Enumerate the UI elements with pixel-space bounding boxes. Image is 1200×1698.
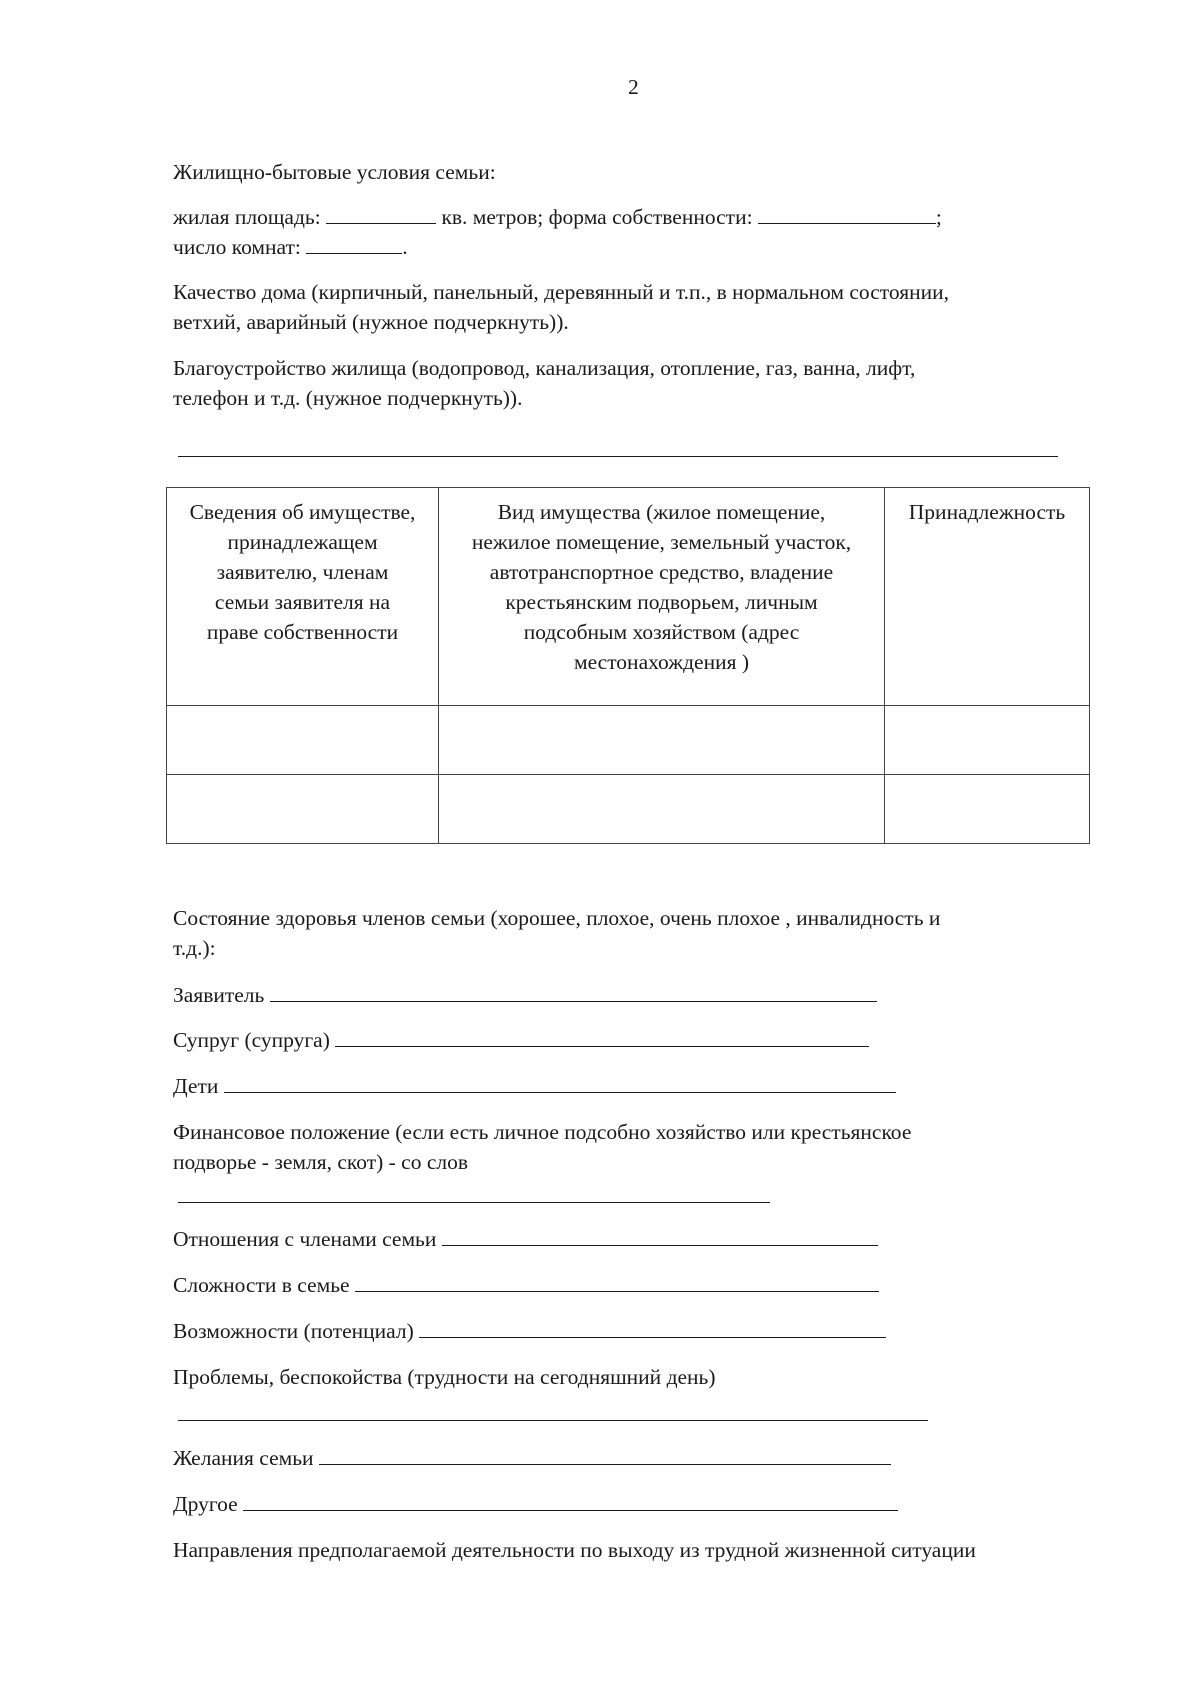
area-label: жилая площадь:	[173, 205, 321, 229]
table-cell[interactable]	[885, 706, 1090, 775]
health-line1: Состояние здоровья членов семьи (хорошее, плохое, очень плохое , инвалидность и	[173, 906, 941, 930]
housing-area-row	[173, 202, 942, 232]
children-label: Дети	[173, 1074, 219, 1098]
other-row	[173, 1489, 898, 1519]
table-cell[interactable]	[167, 706, 439, 775]
semicolon: ;	[935, 205, 942, 229]
area-field[interactable]	[326, 203, 436, 224]
spouse-field[interactable]	[335, 1026, 869, 1047]
area-unit: кв. метров; форма собственности:	[441, 205, 753, 229]
rooms-end: .	[402, 235, 408, 259]
finance-line2: подворье - земля, скот) - со слов	[173, 1150, 469, 1174]
table-cell[interactable]	[167, 775, 439, 844]
potential-row	[173, 1316, 886, 1346]
housing-heading: Жилищно-бытовые условия семьи:	[173, 160, 496, 184]
applicant-row	[173, 980, 877, 1010]
table-row	[167, 706, 1090, 775]
header-ownership: Принадлежность	[885, 488, 1090, 706]
problems-label: Проблемы, беспокойства (трудности на сегодняшний день)	[173, 1365, 716, 1389]
header-property-type: Вид имущества (жилое помещение, нежилое помещение, земельный участок, автотранспортное средство, владение крестьянским подворьем, личным подсобным хозяйством (адрес местонахождения )	[439, 488, 885, 706]
amenities-line1: Благоустройство жилища (водопровод, канализация, отопление, газ, ванна, лифт,	[173, 356, 916, 380]
table-header-row	[167, 488, 1090, 706]
potential-field[interactable]	[419, 1317, 886, 1338]
table-cell[interactable]	[439, 775, 885, 844]
housing-rooms-row	[173, 232, 408, 262]
relations-label: Отношения с членами семьи	[173, 1227, 437, 1251]
applicant-field[interactable]	[270, 981, 877, 1002]
directions-label: Направления предполагаемой деятельности по выходу из трудной жизненной ситуации	[173, 1538, 976, 1562]
property-table	[166, 487, 1090, 844]
problems-blank-line[interactable]	[178, 1420, 928, 1421]
difficulties-field[interactable]	[355, 1271, 879, 1292]
house-quality-line1: Качество дома (кирпичный, панельный, деревянный и т.п., в нормальном состоянии,	[173, 280, 949, 304]
children-field[interactable]	[224, 1072, 896, 1093]
spouse-label: Супруг (супруга)	[173, 1028, 330, 1052]
amenities-line2: телефон и т.д. (нужное подчеркнуть)).	[173, 386, 523, 410]
table-cell[interactable]	[439, 706, 885, 775]
children-row	[173, 1071, 896, 1101]
house-quality-line2: ветхий, аварийный (нужное подчеркнуть)).	[173, 310, 569, 334]
spouse-row	[173, 1025, 869, 1055]
potential-label: Возможности (потенциал)	[173, 1319, 414, 1343]
amenities-blank-line[interactable]	[178, 456, 1058, 457]
difficulties-label: Сложности в семье	[173, 1273, 350, 1297]
other-label: Другое	[173, 1492, 238, 1516]
rooms-label: число комнат:	[173, 235, 301, 259]
page-number: 2	[628, 75, 639, 99]
finance-blank-line[interactable]	[178, 1202, 770, 1203]
finance-line1: Финансовое положение (если есть личное подсобно хозяйство или крестьянское	[173, 1120, 912, 1144]
ownership-field[interactable]	[758, 203, 936, 224]
table-row	[167, 775, 1090, 844]
relations-field[interactable]	[442, 1225, 878, 1246]
wishes-row	[173, 1443, 891, 1473]
wishes-field[interactable]	[319, 1444, 891, 1465]
health-line2: т.д.):	[173, 936, 216, 960]
relations-row	[173, 1224, 878, 1254]
table-cell[interactable]	[885, 775, 1090, 844]
rooms-field[interactable]	[306, 233, 402, 254]
difficulties-row	[173, 1270, 879, 1300]
applicant-label: Заявитель	[173, 983, 265, 1007]
other-field[interactable]	[243, 1490, 898, 1511]
wishes-label: Желания семьи	[173, 1446, 314, 1470]
header-property-info: Сведения об имуществе, принадлежащем заявителю, членам семьи заявителя на праве собственности	[167, 488, 439, 706]
